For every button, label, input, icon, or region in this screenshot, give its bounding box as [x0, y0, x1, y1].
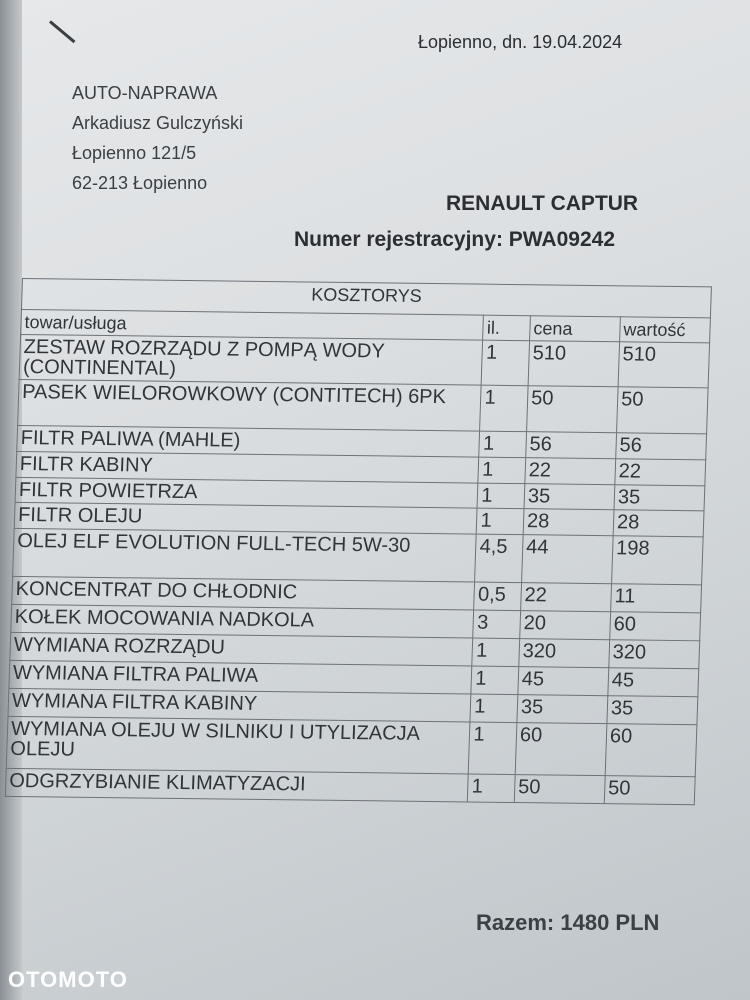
- cell-value: 56: [616, 433, 707, 460]
- cell-price: 44: [522, 535, 614, 584]
- table-row: [6, 716, 697, 776]
- cell-price: 510: [528, 341, 619, 387]
- company-line: Łopienno 121/5: [72, 143, 197, 163]
- cell-item: WYMIANA FILTRA KABINY: [8, 688, 471, 722]
- cell-price: 45: [518, 667, 609, 696]
- company-line: Arkadiusz Gulczyński: [72, 113, 244, 133]
- col-header-item: towar/usługa: [21, 309, 484, 340]
- cell-price: 56: [526, 432, 617, 459]
- cell-qty: 1: [470, 694, 517, 723]
- company-line: 62-213 Łopienno: [72, 173, 208, 193]
- cell-value: 60: [605, 724, 697, 777]
- company-line: AUTO-NAPRAWA: [72, 83, 218, 103]
- cell-qty: 0,5: [474, 582, 521, 611]
- cell-qty: 1: [469, 722, 517, 775]
- pen-mark: [49, 20, 75, 43]
- place-date: Łopienno, dn. 19.04.2024: [418, 32, 623, 52]
- total-amount: Razem: 1480 PLN: [476, 910, 660, 935]
- cell-price: 50: [527, 386, 619, 433]
- cell-value: 60: [610, 612, 701, 641]
- col-header-qty: il.: [483, 315, 530, 341]
- cell-qty: 1: [478, 457, 525, 484]
- vehicle-model: RENAULT CAPTUR: [446, 192, 639, 215]
- estimate-table-wrap: [5, 278, 712, 805]
- cell-price: 28: [523, 509, 614, 536]
- col-header-value: wartość: [620, 317, 711, 343]
- cell-value: 35: [607, 696, 698, 725]
- cell-price: 22: [521, 583, 612, 612]
- cell-item: WYMIANA ROZRZĄDU: [10, 632, 473, 666]
- cell-value: 28: [613, 510, 704, 537]
- cell-value: 320: [609, 640, 700, 669]
- cell-item: ODGRZYBIANIE KLIMATYZACJI: [5, 768, 468, 802]
- cell-item: PASEK WIELOROWKOWY (CONTITECH) 6PK: [18, 379, 482, 431]
- cell-price: 50: [514, 775, 605, 804]
- cell-price: 35: [524, 484, 615, 510]
- cell-qty: 4,5: [475, 534, 523, 583]
- cell-value: 22: [615, 459, 706, 486]
- cell-item: KOŁEK MOCOWANIA NADKOLA: [11, 604, 474, 638]
- cell-qty: 1: [482, 340, 530, 386]
- cell-qty: 1: [477, 483, 524, 509]
- cell-item: WYMIANA OLEJU W SILNIKU I UTYLIZACJA OLEJU: [6, 716, 470, 774]
- cell-value: 510: [618, 342, 710, 388]
- cell-price: 60: [515, 723, 607, 776]
- table-row: [13, 528, 704, 584]
- cell-price: 20: [520, 611, 611, 640]
- cell-value: 45: [608, 668, 699, 697]
- cell-item: FILTR KABINY: [16, 451, 479, 483]
- cell-value: 11: [611, 584, 702, 613]
- cell-item: OLEJ ELF EVOLUTION FULL-TECH 5W-30: [13, 528, 477, 582]
- cell-qty: 1: [468, 774, 515, 803]
- table-row: [18, 379, 708, 433]
- cell-qty: 1: [477, 508, 524, 535]
- cell-item: FILTR OLEJU: [14, 502, 477, 534]
- cell-item: KONCENTRAT DO CHŁODNIC: [12, 576, 475, 610]
- company-address: [72, 78, 243, 198]
- cell-item: ZESTAW ROZRZĄDU Z POMPĄ WODY (CONTINENTAL): [19, 334, 483, 385]
- estimate-table: [5, 278, 712, 805]
- cell-qty: 1: [480, 385, 528, 432]
- cell-qty: 1: [479, 431, 526, 458]
- cell-item: FILTR POWIETRZA: [15, 477, 478, 508]
- cell-qty: 1: [471, 666, 518, 695]
- cell-value: 50: [604, 776, 695, 805]
- cell-value: 50: [617, 387, 709, 434]
- col-header-price: cena: [530, 316, 621, 342]
- cell-qty: 1: [472, 638, 519, 667]
- cell-price: 320: [519, 639, 610, 668]
- table-title: KOSZTORYS: [21, 279, 711, 318]
- registration-number: Numer rejestracyjny: PWA09242: [294, 228, 615, 251]
- cell-value: 198: [612, 536, 704, 585]
- cell-qty: 3: [473, 610, 520, 639]
- otomoto-watermark: OTOMOTO: [8, 967, 128, 992]
- cell-price: 22: [525, 458, 616, 485]
- cell-price: 35: [517, 695, 608, 724]
- cell-value: 35: [614, 485, 705, 511]
- cell-item: FILTR PALIWA (MAHLE): [17, 425, 480, 457]
- cell-item: WYMIANA FILTRA PALIWA: [9, 660, 472, 694]
